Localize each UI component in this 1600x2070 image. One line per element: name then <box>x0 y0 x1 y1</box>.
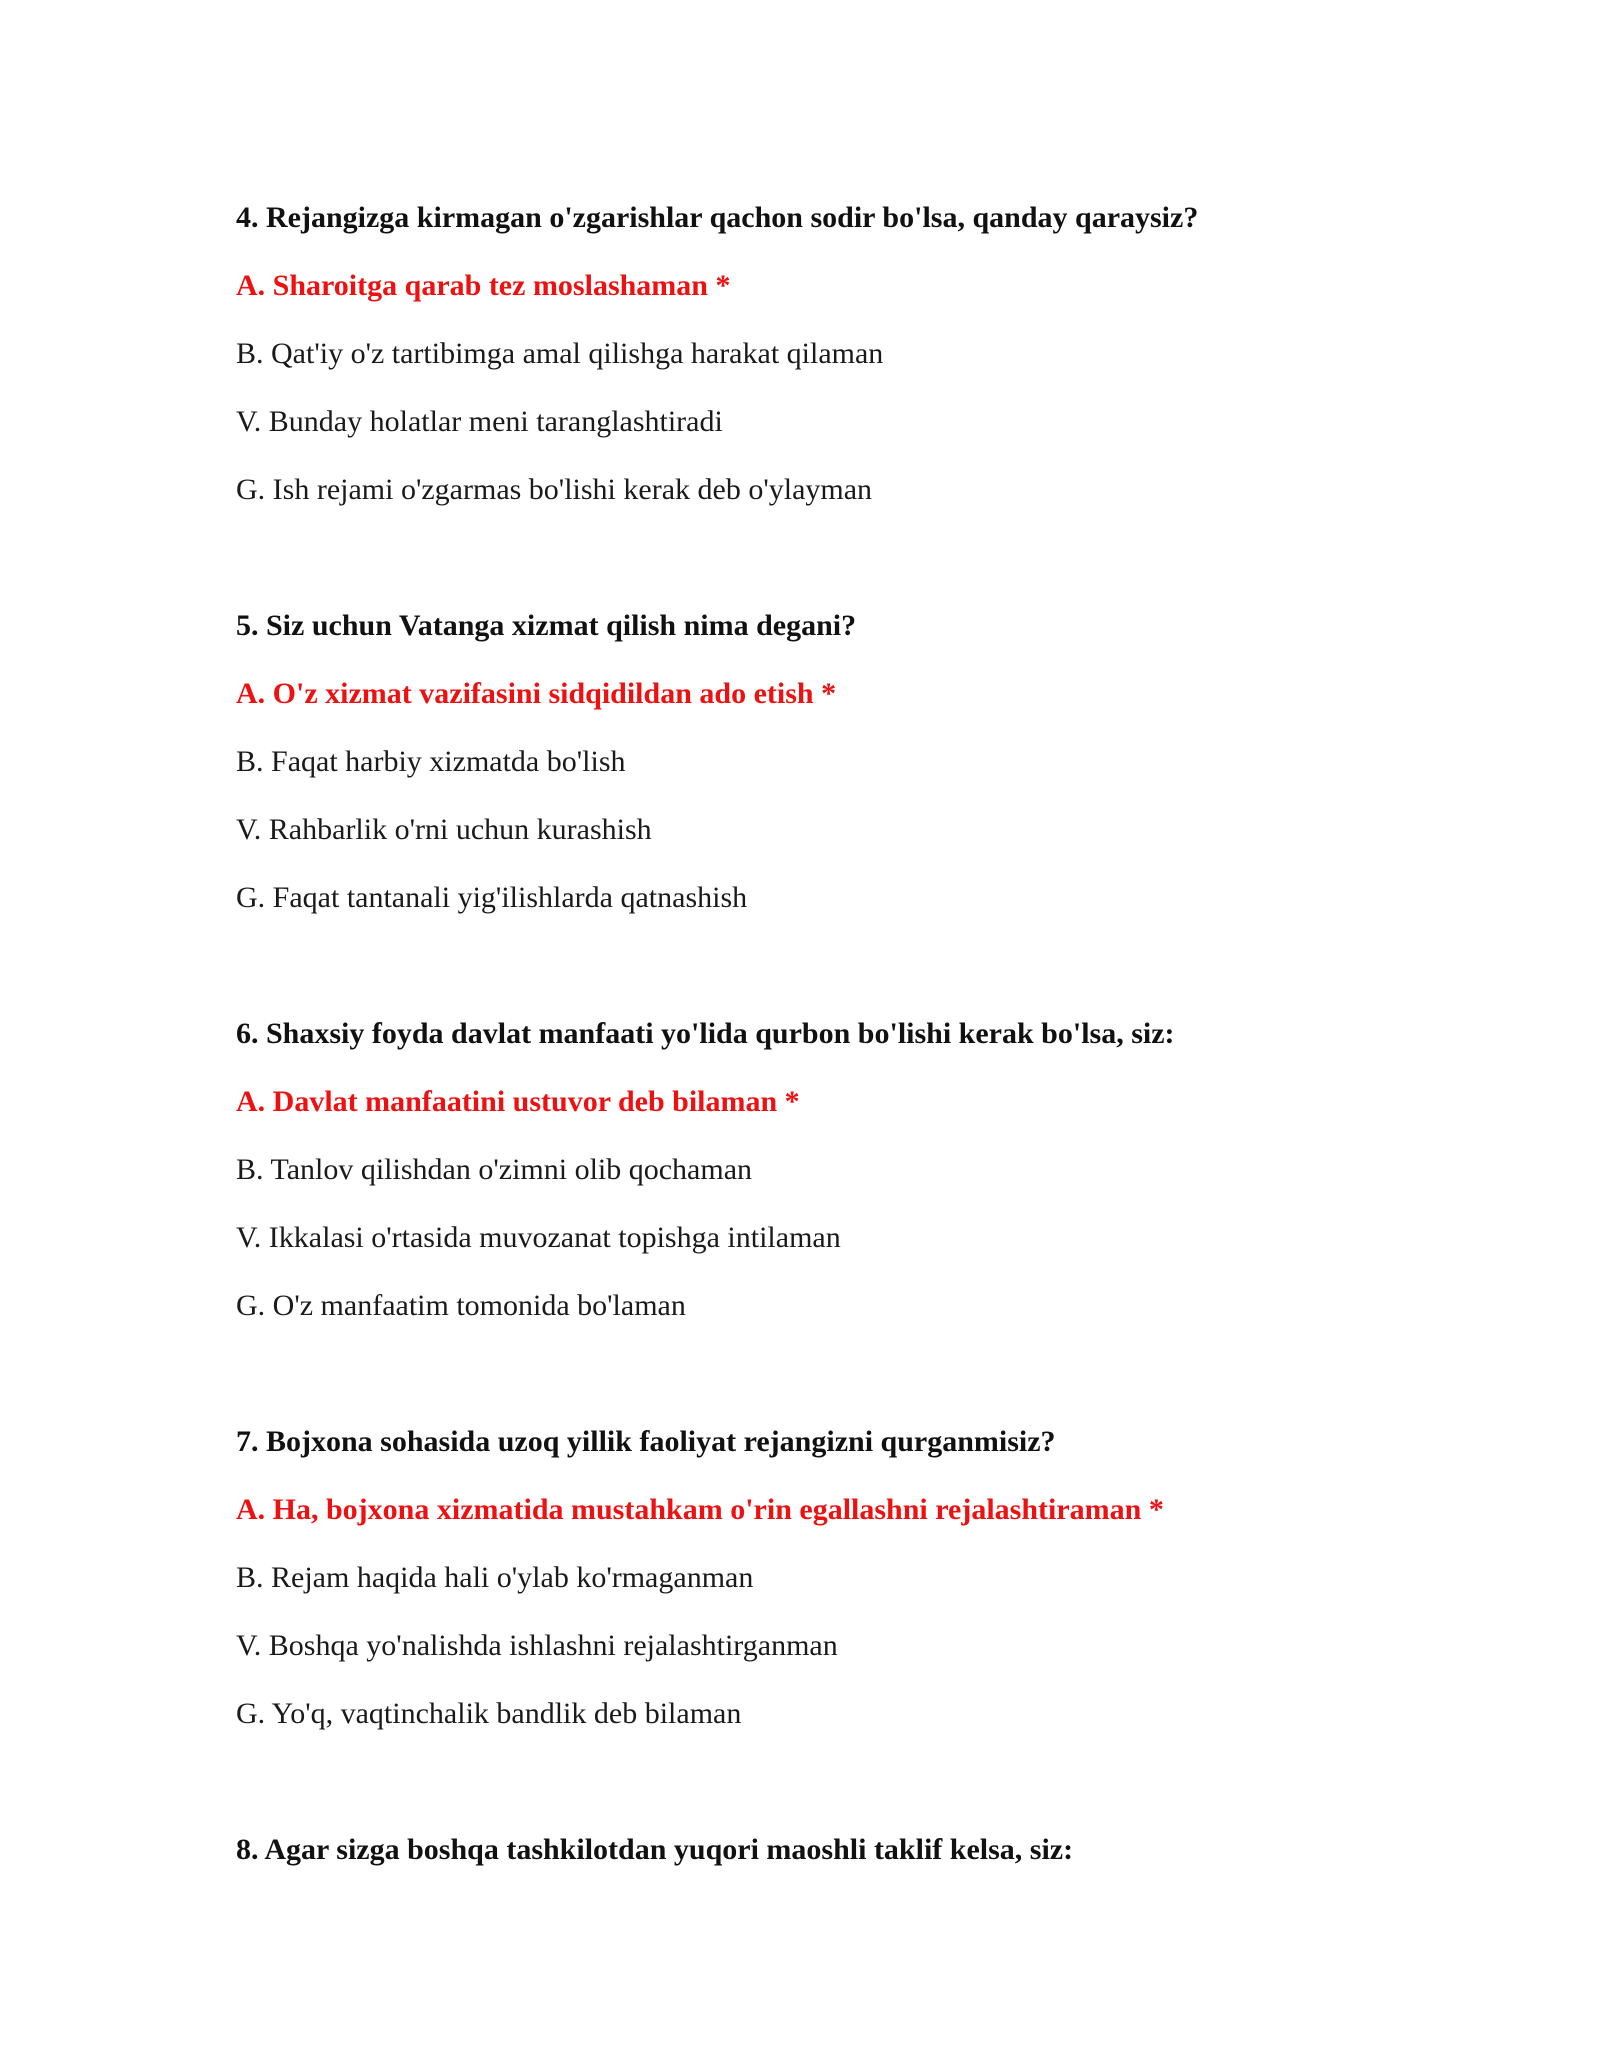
question-text: 8. Agar sizga boshqa tashkilotdan yuqori maoshli taklif kelsa, siz: <box>236 1833 1074 1866</box>
question-text: 4. Rejangizga kirmagan o'zgarishlar qachon sodir bo'lsa, qanday qaraysiz? <box>236 201 1199 234</box>
answer-option: G. Ish rejami o'zgarmas bo'lishi kerak deb o'ylayman <box>236 473 873 506</box>
answer-option: V. Rahbarlik o'rni uchun kurashish <box>236 813 652 846</box>
correct-answer: A. Sharoitga qarab tez moslashaman * <box>236 269 731 302</box>
answer-option: B. Tanlov qilishdan o'zimni olib qochaman <box>236 1153 753 1186</box>
question-block-8 <box>236 1816 1396 1884</box>
answer-option: G. O'z manfaatim tomonida bo'laman <box>236 1289 686 1322</box>
question-text: 5. Siz uchun Vatanga xizmat qilish nima degani? <box>236 609 857 642</box>
question-block-4 <box>236 184 1396 524</box>
answer-option: B. Rejam haqida hali o'ylab ko'rmaganman <box>236 1561 754 1594</box>
answer-option: B. Qat'iy o'z tartibimga amal qilishga harakat qilaman <box>236 337 884 370</box>
question-block-7 <box>236 1408 1396 1748</box>
answer-option: G. Yo'q, vaqtinchalik bandlik deb bilaman <box>236 1697 742 1730</box>
question-block-5 <box>236 592 1396 932</box>
correct-answer: A. Ha, bojxona xizmatida mustahkam o'rin egallashni rejalashtiraman * <box>236 1493 1164 1526</box>
answer-option: V. Bunday holatlar meni taranglashtiradi <box>236 405 723 438</box>
question-text: 6. Shaxsiy foyda davlat manfaati yo'lida qurbon bo'lishi kerak bo'lsa, siz: <box>236 1017 1175 1050</box>
answer-option: V. Boshqa yo'nalishda ishlashni rejalashtirganman <box>236 1629 838 1662</box>
answer-option: V. Ikkalasi o'rtasida muvozanat topishga intilaman <box>236 1221 841 1254</box>
answer-option: G. Faqat tantanali yig'ilishlarda qatnashish <box>236 881 748 914</box>
answer-option: B. Faqat harbiy xizmatda bo'lish <box>236 745 626 778</box>
correct-answer: A. O'z xizmat vazifasini sidqidildan ado etish * <box>236 677 837 710</box>
quiz-content <box>236 184 1396 1952</box>
question-text: 7. Bojxona sohasida uzoq yillik faoliyat rejangizni qurganmisiz? <box>236 1425 1056 1458</box>
question-block-6 <box>236 1000 1396 1340</box>
correct-answer: A. Davlat manfaatini ustuvor deb bilaman * <box>236 1085 800 1118</box>
